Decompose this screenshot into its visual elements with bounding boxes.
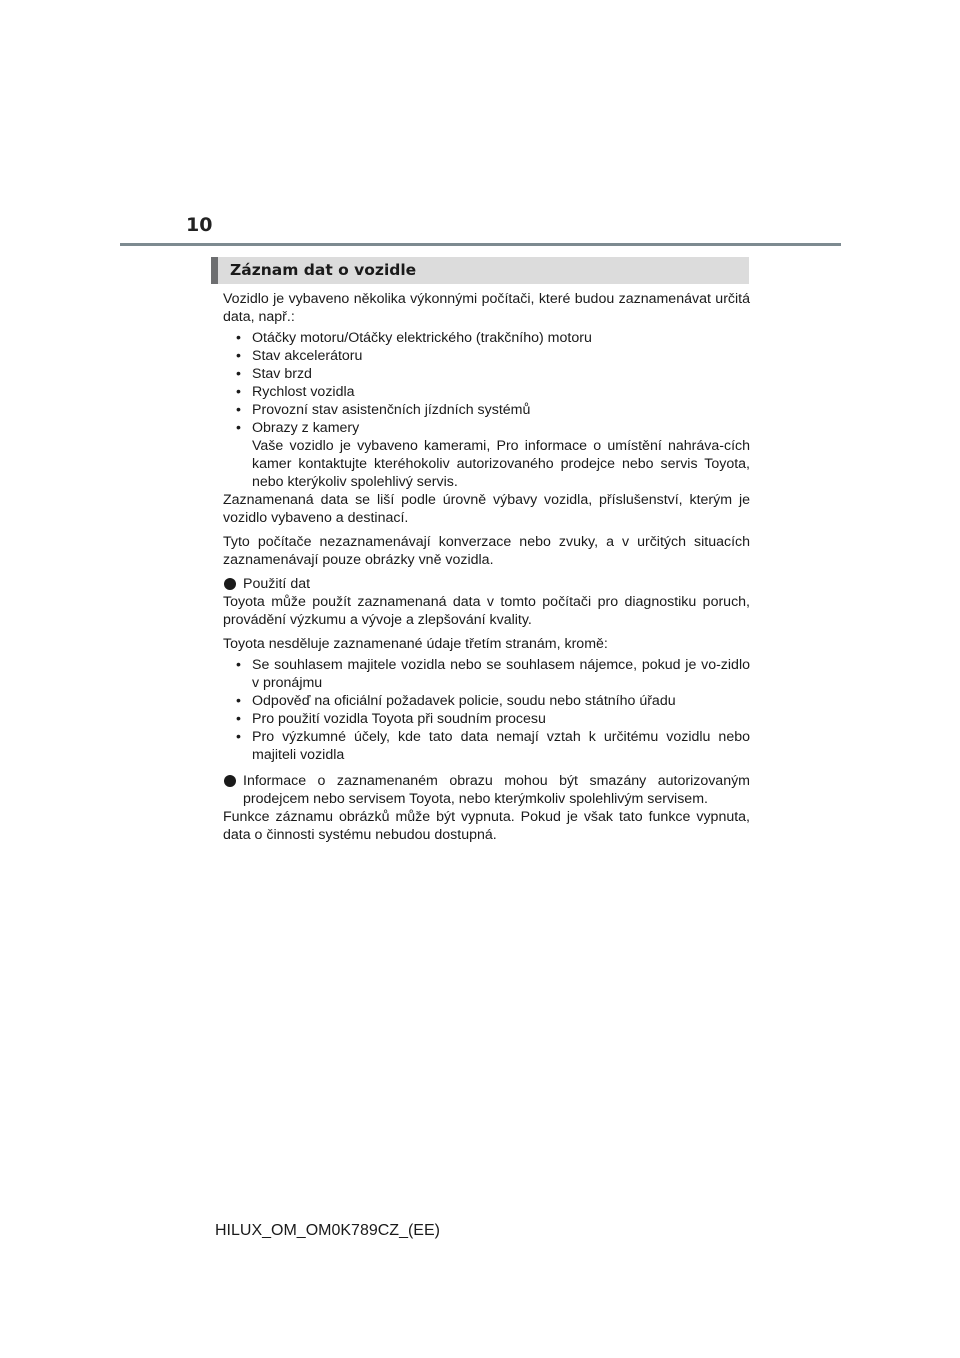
variation-paragraph: Zaznamenaná data se liší podle úrovně výbavy vozidla, příslušenství, kterým je vozidlo vybaveno a destinací. (223, 492, 750, 526)
list-item: • Otáčky motoru/Otáčky elektrického (trakčního) motoru (223, 329, 750, 347)
footer-code: HILUX_OM_OM0K789CZ_(EE) (215, 1222, 440, 1239)
image-info-heading-text: Informace o zaznamenaném obrazu mohou být smazány autorizovaným prodejcem nebo servisem Toyota, nebo kterýmkoliv spolehlivým servisem. (243, 773, 750, 807)
disclosure-list (223, 656, 750, 764)
list-item: • Pro výzkumné účely, kde tato data nemají vztah k určitému vozidlu nebo majiteli vozidla (223, 728, 750, 764)
list-item: • Se souhlasem majitele vozidla nebo se souhlasem nájemce, pokud je vo-zidlo v pronájmu (223, 656, 750, 692)
list-item: • Rychlost vozidla (223, 383, 750, 401)
data-items-list (223, 329, 750, 437)
page-number: 10 (186, 214, 213, 236)
usage-paragraph: Toyota může použít zaznamenaná data v tomto počítači pro diagnostiku poruch, provádění výzkumu a vývoje a zlepšování kvality. (223, 594, 750, 628)
camera-note: Vaše vozidlo je vybaveno kamerami, Pro informace o umístění nahráva-cích kamer kontaktujte kteréhokoliv autorizovaného prodejce nebo servis Toyota, nebo kterýkoliv spolehlivý servis. (252, 438, 750, 490)
intro-paragraph: Vozidlo je vybaveno několika výkonnými počítači, které budou zaznamenávat určitá data, např.: (223, 291, 750, 325)
list-item: • Provozní stav asistenčních jízdních systémů (223, 401, 750, 419)
usage-heading-text: Použití dat (243, 576, 311, 592)
no-audio-paragraph: Tyto počítače nezaznamenávají konverzace nebo zvuky, a v určitých situacích zaznamenávají pouze obrázky vně vozidla. (223, 534, 750, 568)
image-info-paragraph: Funkce záznamu obrázků může být vypnuta. Pokud je však tato funkce vypnuta, data o činnosti systému nebudou dostupná. (223, 809, 750, 843)
section-title: Záznam dat o vozidle (230, 261, 417, 279)
bullet-dot-icon (224, 578, 236, 590)
section-header (211, 257, 749, 284)
list-item: • Obrazy z kamery (223, 419, 750, 437)
usage-heading (223, 575, 750, 593)
list-item: • Odpověď na oficiální požadavek policie, soudu nebo státního úřadu (223, 692, 750, 710)
bullet-dot-icon (224, 775, 236, 787)
content-body (223, 290, 750, 850)
image-info-heading (223, 772, 750, 808)
list-item: • Pro použití vozidla Toyota při soudním procesu (223, 710, 750, 728)
disclosure-intro: Toyota nesděluje zaznamenané údaje třetím stranám, kromě: (223, 636, 608, 652)
header-rule (120, 243, 841, 246)
list-item: • Stav akcelerátoru (223, 347, 750, 365)
list-item: • Stav brzd (223, 365, 750, 383)
